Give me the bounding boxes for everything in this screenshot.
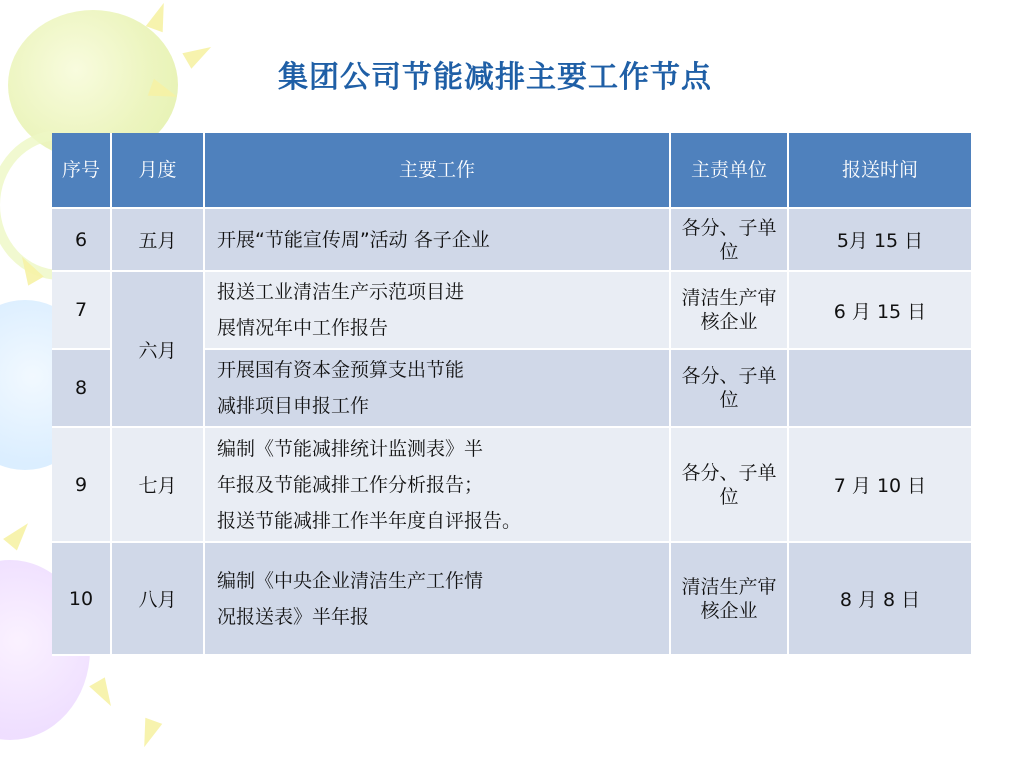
cell-unit: 各分、子单位	[671, 209, 789, 272]
work-line: 编制《节能减排统计监测表》半	[217, 437, 484, 460]
table-row	[52, 428, 973, 543]
cell-month: 七月	[112, 428, 205, 543]
decorative-spark	[136, 718, 162, 750]
table-header-row	[52, 133, 973, 209]
work-line: 展情况年中工作报告	[217, 317, 389, 339]
cell-seq: 10	[52, 543, 112, 656]
work-line: 年报及节能减排工作分析报告；	[217, 473, 484, 496]
header-date: 报送时间	[789, 133, 973, 209]
decorative-spark	[146, 0, 172, 32]
cell-unit: 清洁生产审核企业	[671, 543, 789, 656]
cell-seq: 6	[52, 209, 112, 272]
work-line: 报送节能减排工作半年度自评报告。	[217, 509, 522, 532]
table-row	[52, 543, 973, 656]
cell-date: 6 月 15 日	[789, 272, 973, 350]
cell-seq: 9	[52, 428, 112, 543]
work-line: 减排项目申报工作	[217, 395, 370, 417]
work-schedule-table	[52, 133, 973, 656]
cell-date: 5月 15 日	[789, 209, 973, 272]
cell-work	[205, 543, 671, 656]
cell-month: 八月	[112, 543, 205, 656]
work-line: 况报送表》半年报	[217, 605, 370, 628]
cell-unit: 各分、子单位	[671, 428, 789, 543]
work-line: 编制《中央企业清洁生产工作情	[217, 569, 484, 592]
cell-seq: 8	[52, 350, 112, 428]
cell-work	[205, 428, 671, 543]
work-line: 开展“节能宣传周”活动 各子企业	[217, 228, 490, 251]
header-seq: 序号	[52, 133, 112, 209]
header-month: 月度	[112, 133, 205, 209]
table-row	[52, 209, 973, 272]
cell-work	[205, 272, 671, 350]
cell-date: 8 月 8 日	[789, 543, 973, 656]
cell-date	[789, 350, 973, 428]
header-work: 主要工作	[205, 133, 671, 209]
cell-date: 7 月 10 日	[789, 428, 973, 543]
cell-work	[205, 350, 671, 428]
cell-unit: 各分、子单位	[671, 350, 789, 428]
decorative-spark	[3, 517, 35, 550]
table-row	[52, 272, 973, 350]
cell-month: 六月	[112, 272, 205, 428]
work-line: 开展国有资本金预算支出节能	[217, 359, 465, 381]
cell-seq: 7	[52, 272, 112, 350]
cell-work	[205, 209, 671, 272]
decorative-spark	[89, 677, 119, 710]
work-line: 报送工业清洁生产示范项目进	[217, 281, 465, 303]
cell-month: 五月	[112, 209, 205, 272]
page-title: 集团公司节能减排主要工作节点	[278, 60, 712, 95]
cell-unit: 清洁生产审核企业	[671, 272, 789, 350]
header-unit: 主责单位	[671, 133, 789, 209]
